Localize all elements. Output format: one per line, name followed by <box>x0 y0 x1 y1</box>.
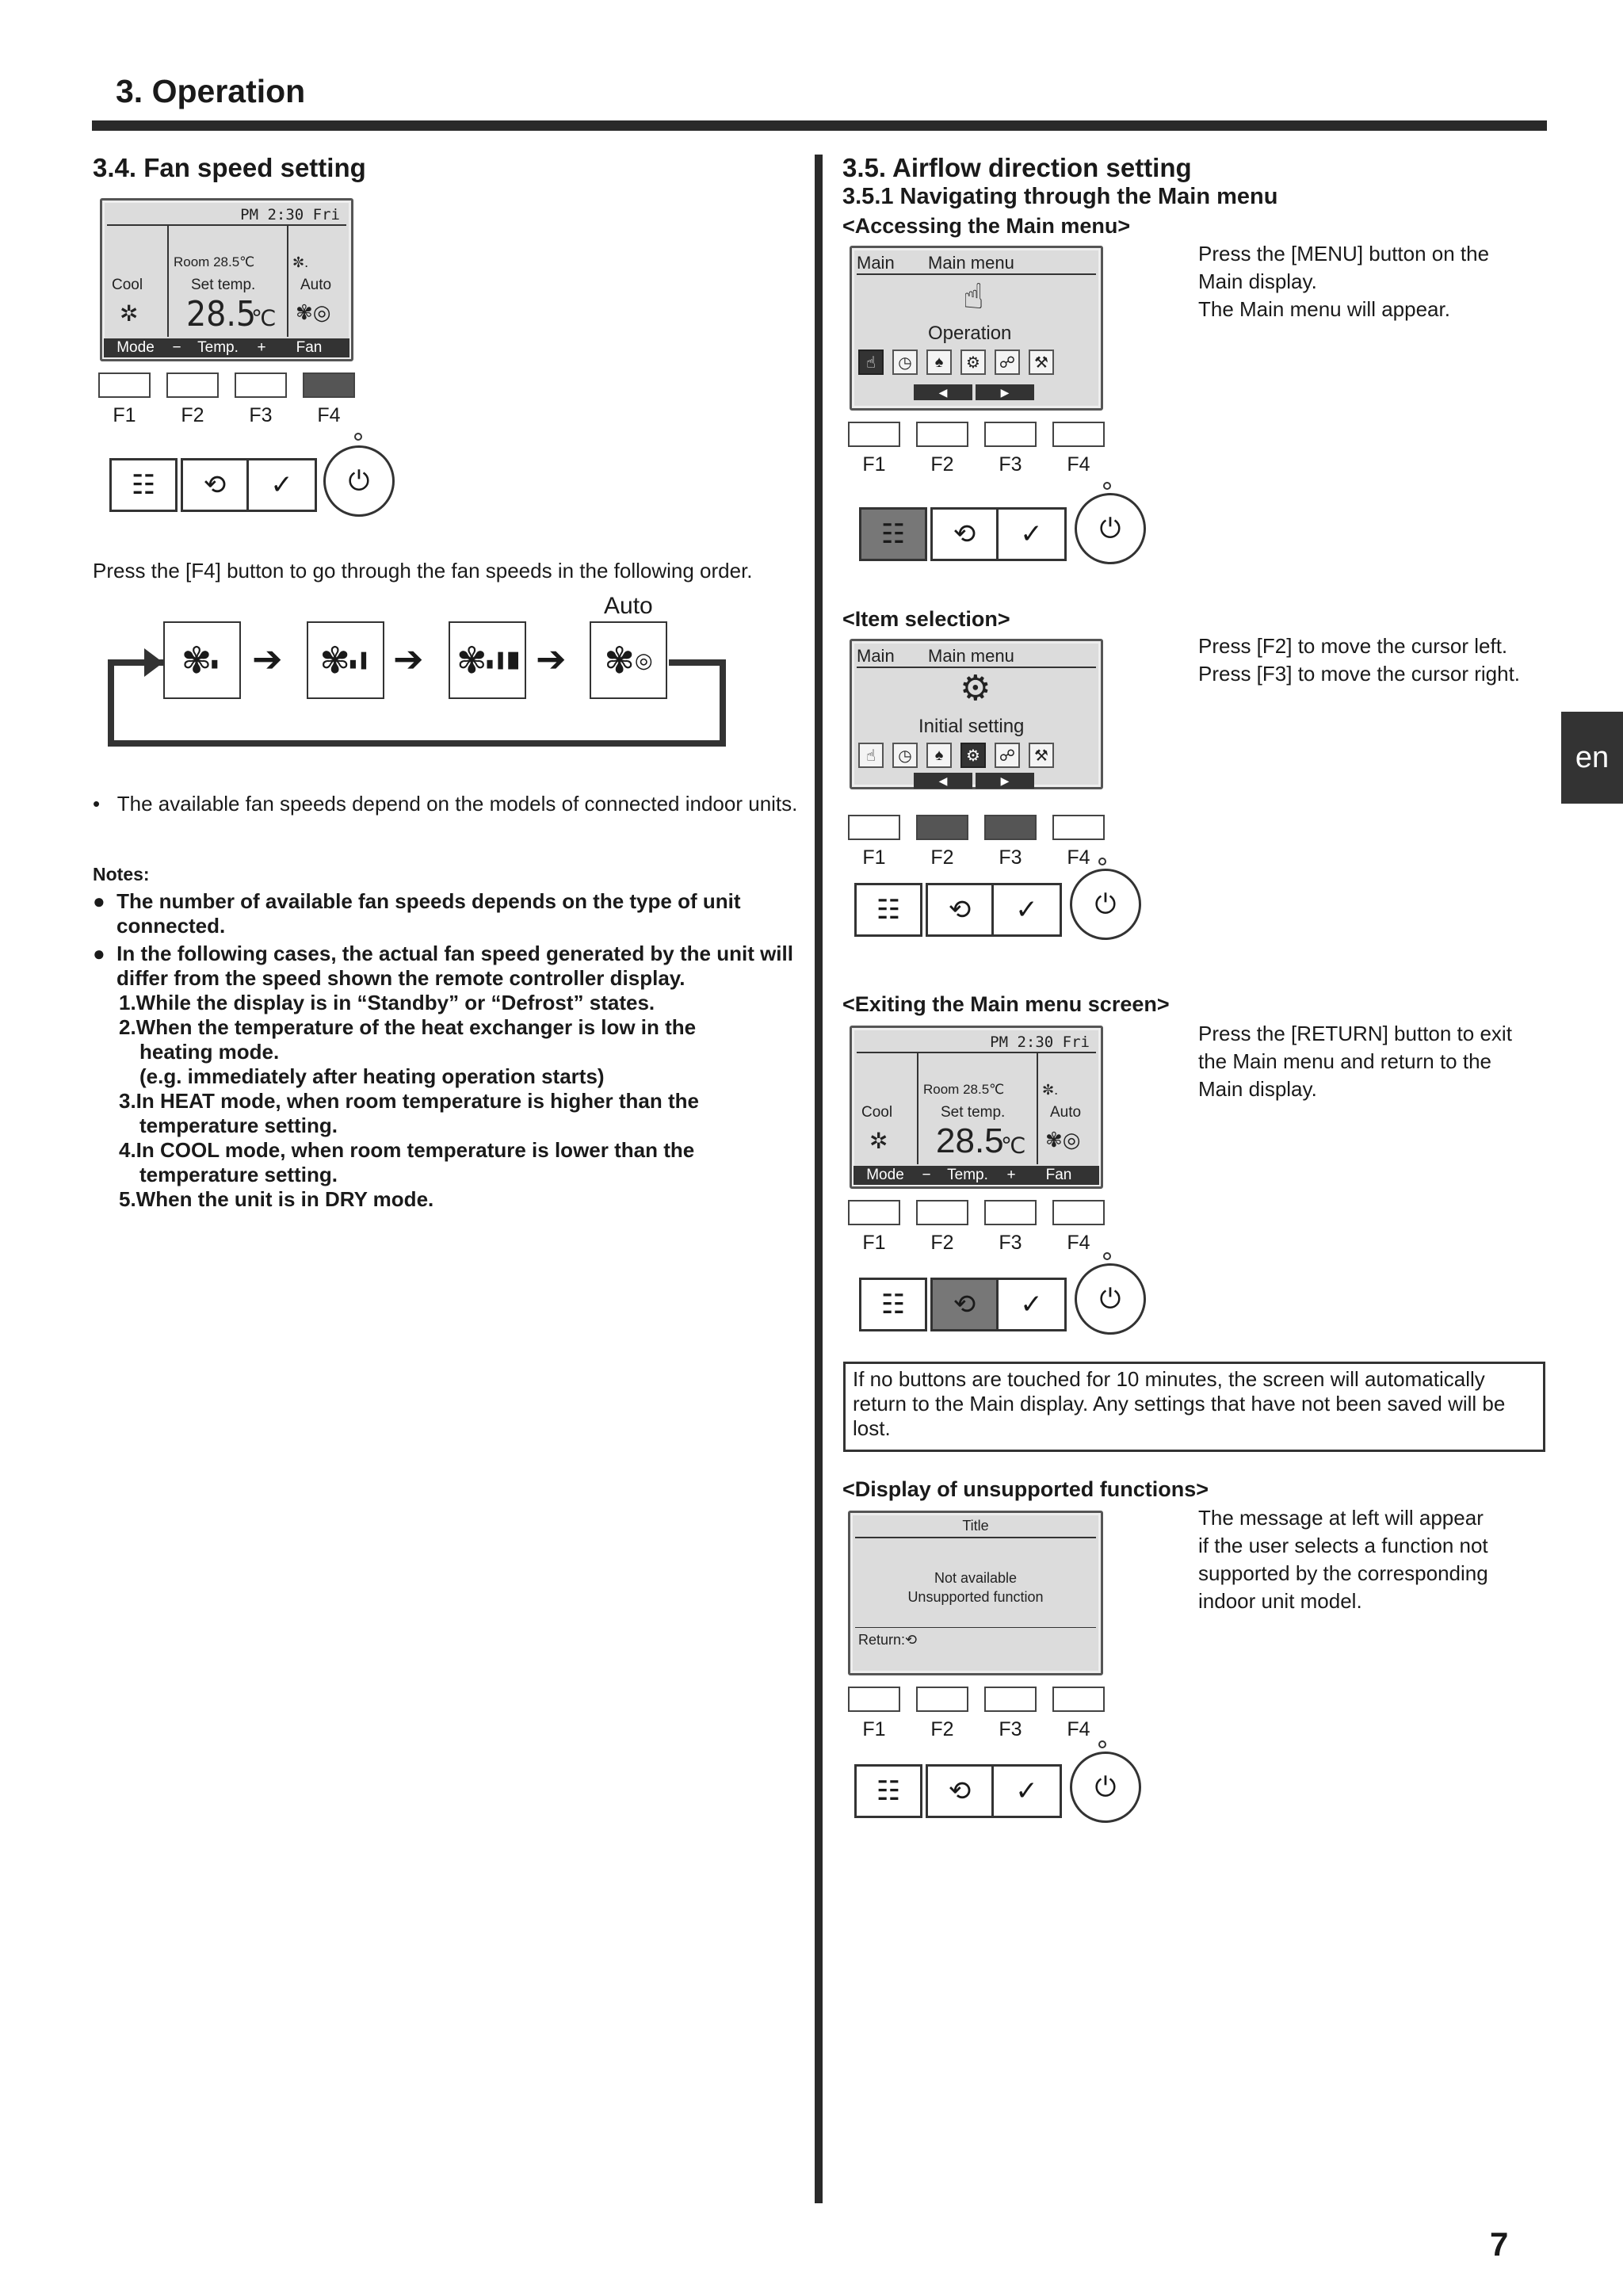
menu-nav-arrows <box>914 773 1034 789</box>
fan-speed-1-icon: ✾ ▖ <box>163 621 241 699</box>
f4-label: F4 <box>1067 453 1090 476</box>
f3-button[interactable] <box>984 815 1037 840</box>
arrow-icon: ➔ <box>252 638 283 679</box>
lcd-bar-temp: Temp. <box>197 339 239 356</box>
f2-label: F2 <box>930 453 954 476</box>
f3-button[interactable] <box>235 372 287 398</box>
loop-line <box>108 659 114 747</box>
lcd-bar-plus: + <box>1006 1167 1016 1183</box>
right-arrow-icon: ▶ <box>976 384 1034 400</box>
power-led <box>1098 858 1106 865</box>
loop-arrowhead <box>144 648 163 677</box>
timer-icon: ◷ <box>892 350 918 375</box>
f3-label: F3 <box>999 846 1022 869</box>
f4-button[interactable] <box>303 372 355 398</box>
page-number: 7 <box>1490 2225 1509 2263</box>
return-button[interactable]: ⟲ <box>181 458 249 512</box>
gear-icon: ⚙ <box>960 669 991 708</box>
f2-label: F2 <box>930 1718 954 1740</box>
column-divider <box>815 155 823 2203</box>
exiting-desc: Press the [RETURN] button to exit the Main menu and return to the Main display. <box>1198 1022 1512 1101</box>
power-button[interactable]: ⏻ <box>1075 1263 1146 1335</box>
f3-button[interactable] <box>984 422 1037 447</box>
lcd-bar-minus: − <box>172 339 181 356</box>
menu-button[interactable]: ☷ <box>854 883 922 937</box>
power-button[interactable]: ⏻ <box>1070 869 1141 940</box>
fan-speed-heading: 3.4. Fan speed setting <box>93 153 366 182</box>
lcd-main-display <box>100 198 353 361</box>
accessing-desc: Press the [MENU] button on the Main display. The Main menu will appear. <box>1198 242 1490 321</box>
f1-button[interactable] <box>848 422 900 447</box>
f1-label: F1 <box>862 1718 886 1740</box>
f4-button[interactable] <box>1052 1200 1105 1225</box>
lcd-title: Title <box>962 1518 989 1534</box>
lcd-bar-mode: Mode <box>866 1167 904 1183</box>
f1-label: F1 <box>862 1232 886 1254</box>
menu-button[interactable]: ☷ <box>854 1764 922 1818</box>
lcd-bottom-bar <box>854 1166 1099 1185</box>
note-1: ● The number of available fan speeds depends on the type of unit connected. <box>93 889 741 938</box>
fan-icon: ✾◎ <box>296 300 331 324</box>
lcd-fan-setting: Auto <box>1050 1104 1082 1121</box>
f3-label: F3 <box>999 1718 1022 1740</box>
select-button[interactable]: ✓ <box>999 1278 1067 1331</box>
function-keys <box>848 422 1105 476</box>
f4-button[interactable] <box>1052 815 1105 840</box>
lcd-unsupported <box>848 1511 1103 1675</box>
lcd-mode: Cool <box>861 1104 893 1121</box>
left-arrow-icon: ◀ <box>914 384 972 400</box>
return-button[interactable]: ⟲ <box>926 883 994 937</box>
f2-label: F2 <box>930 846 954 869</box>
fan-speed-auto-icon: ✾ ◎ <box>590 621 667 699</box>
exiting-title: <Exiting the Main menu screen> <box>842 992 1170 1016</box>
function-keys <box>848 1687 1105 1741</box>
return-button[interactable]: ⟲ <box>930 507 999 561</box>
case-3: 3.In HEAT mode, when room temperature is higher than the temperature setting. <box>119 1089 699 1137</box>
page-title: 3. Operation <box>116 73 306 109</box>
control-buttons <box>854 1764 1062 1818</box>
f1-button[interactable] <box>98 372 151 398</box>
f3-button[interactable] <box>984 1687 1037 1712</box>
lcd-main-label: Main <box>857 646 895 666</box>
lcd-bar-temp: Temp. <box>947 1167 988 1183</box>
control-buttons <box>854 883 1062 937</box>
return-button[interactable]: ⟲ <box>926 1764 994 1818</box>
fan-bullet: • The available fan speeds depend on the models of connected indoor units. <box>93 792 798 816</box>
left-arrow-icon: ◀ <box>914 773 972 789</box>
timeout-info-box: If no buttons are touched for 10 minutes, the screen will automatically return to the Main display. Any settings that have not been saved will be lost. <box>843 1362 1545 1452</box>
function-keys <box>848 1200 1105 1255</box>
lcd-item-label: Operation <box>928 323 1012 344</box>
lcd-initial-setting <box>850 639 1103 789</box>
lcd-temp-unit: ℃ <box>1001 1133 1026 1158</box>
power-led <box>1103 1252 1111 1260</box>
f1-button[interactable] <box>848 1200 900 1225</box>
function-keys <box>98 372 355 427</box>
unsupported-desc: The message at left will appear if the user selects a function not supported by the corresponding indoor unit model. <box>1198 1506 1488 1613</box>
select-button[interactable]: ✓ <box>994 883 1062 937</box>
lcd-main-display <box>850 1026 1103 1189</box>
lcd-mode: Cool <box>112 277 143 293</box>
f1-button[interactable] <box>848 815 900 840</box>
f2-button[interactable] <box>916 1687 968 1712</box>
case-4: 4.In COOL mode, when room temperature is lower than the temperature setting. <box>119 1138 695 1186</box>
lcd-not-available: Not available <box>934 1570 1018 1586</box>
service-icon: ⚒ <box>1029 350 1054 375</box>
f4-label: F4 <box>1067 846 1090 869</box>
timer-icon: ◷ <box>892 743 918 768</box>
service-icon: ⚒ <box>1029 743 1054 768</box>
fan-icon: ✾◎ <box>1045 1128 1081 1152</box>
function-keys <box>848 815 1105 869</box>
f1-button[interactable] <box>848 1687 900 1712</box>
f4-label: F4 <box>317 404 341 426</box>
loop-line <box>669 659 726 666</box>
auto-label: Auto <box>604 593 653 619</box>
menu-button[interactable]: ☷ <box>859 507 927 561</box>
lcd-clock: PM 2:30 Fri <box>240 206 340 223</box>
lcd-set-temp-label: Set temp. <box>191 277 256 293</box>
lcd-temp: 28.5 <box>936 1121 1004 1160</box>
case-2-example: (e.g. immediately after heating operation starts) <box>139 1064 605 1088</box>
power-led <box>354 433 362 441</box>
lcd-set-temp-label: Set temp. <box>941 1104 1006 1121</box>
select-button[interactable]: ✓ <box>999 507 1067 561</box>
language-tab: en <box>1561 712 1623 804</box>
select-button[interactable]: ✓ <box>994 1764 1062 1818</box>
lcd-menu-label: Main menu <box>928 253 1014 273</box>
menu-icons <box>858 743 1054 768</box>
return-button[interactable]: ⟲ <box>930 1278 999 1331</box>
menu-icons <box>858 350 1054 375</box>
lcd-bar-mode: Mode <box>116 339 155 356</box>
item-selection-desc: Press [F2] to move the cursor left. Press [F3] to move the cursor right. <box>1198 634 1521 686</box>
lcd-bar-plus: + <box>257 339 266 356</box>
energy-icon: ♠ <box>926 743 952 768</box>
notes-title: Notes: <box>93 864 150 884</box>
lcd-main-menu <box>850 246 1103 411</box>
lcd-bottom-bar <box>104 338 349 357</box>
f2-button[interactable] <box>916 422 968 447</box>
power-led <box>1098 1740 1106 1748</box>
lcd-fan-icon-small: ✼. <box>292 254 309 270</box>
operation-icon: ☝ <box>858 350 884 375</box>
f1-label: F1 <box>113 404 136 426</box>
f2-label: F2 <box>930 1232 954 1254</box>
f3-label: F3 <box>999 453 1022 476</box>
lcd-unsupported-function: Unsupported function <box>907 1589 1044 1605</box>
lcd-temp: 28.5 <box>186 294 257 334</box>
cool-icon: ✲ <box>869 1129 888 1153</box>
arrow-icon: ➔ <box>536 638 567 679</box>
loop-line <box>720 659 726 747</box>
operation-icon: ☝ <box>858 743 884 768</box>
f2-label: F2 <box>181 404 204 426</box>
f3-label: F3 <box>999 1232 1022 1254</box>
control-buttons <box>109 458 317 512</box>
lcd-main-label: Main <box>857 253 895 273</box>
f1-label: F1 <box>862 846 886 869</box>
lcd-temp-unit: ℃ <box>251 306 277 330</box>
power-button[interactable]: ⏻ <box>1070 1752 1141 1823</box>
arrow-icon: ➔ <box>393 638 424 679</box>
menu-button[interactable]: ☷ <box>109 458 178 512</box>
fan-speed-2-icon: ✾ ▖▌ <box>307 621 384 699</box>
note-2: ● In the following cases, the actual fan speed generated by the unit will differ from the speed shown the remote controller display. <box>93 942 793 990</box>
gear-icon: ⚙ <box>960 743 986 768</box>
lcd-fan-setting: Auto <box>300 277 332 293</box>
right-arrow-icon: ▶ <box>976 773 1034 789</box>
navigating-heading: 3.5.1 Navigating through the Main menu <box>842 184 1278 209</box>
maintenance-icon: ☍ <box>995 350 1020 375</box>
menu-button[interactable]: ☷ <box>859 1278 927 1331</box>
f4-button[interactable] <box>1052 1687 1105 1712</box>
airflow-heading: 3.5. Airflow direction setting <box>842 153 1192 182</box>
item-selection-title: <Item selection> <box>842 607 1010 631</box>
title-rule <box>92 120 1547 131</box>
lcd-item-label: Initial setting <box>918 716 1025 737</box>
f3-label: F3 <box>249 404 273 426</box>
control-buttons <box>859 507 1067 561</box>
lcd-menu-label: Main menu <box>928 646 1014 666</box>
lcd-bar-fan: Fan <box>1045 1167 1072 1183</box>
f2-button[interactable] <box>916 1200 968 1225</box>
power-button[interactable]: ⏻ <box>1075 493 1146 564</box>
menu-nav-arrows <box>914 384 1034 400</box>
lcd-clock: PM 2:30 Fri <box>990 1033 1090 1051</box>
power-button[interactable]: ⏻ <box>323 445 395 517</box>
case-2: 2.When the temperature of the heat exchanger is low in the heating mode. <box>119 1015 697 1064</box>
lcd-bar-fan: Fan <box>296 339 323 356</box>
loop-line <box>108 740 726 747</box>
cool-icon: ✲ <box>120 301 139 326</box>
lcd-bar-minus: − <box>922 1167 931 1183</box>
return-icon: ⟲ <box>905 1632 918 1648</box>
hand-icon: ☝ <box>963 277 984 316</box>
power-led <box>1103 482 1111 490</box>
unsupported-title: <Display of unsupported functions> <box>842 1477 1209 1501</box>
case-5: 5.When the unit is in DRY mode. <box>119 1187 434 1211</box>
select-button[interactable]: ✓ <box>249 458 317 512</box>
accessing-title: <Accessing the Main menu> <box>842 214 1131 238</box>
fan-instruction: Press the [F4] button to go through the fan speeds in the following order. <box>93 559 753 583</box>
maintenance-icon: ☍ <box>995 743 1020 768</box>
control-buttons <box>859 1278 1067 1331</box>
lcd-room: Room 28.5℃ <box>174 254 255 269</box>
lcd-room: Room 28.5℃ <box>923 1082 1005 1097</box>
f1-label: F1 <box>862 453 886 476</box>
f4-label: F4 <box>1067 1232 1090 1254</box>
fan-speed-3-icon: ✾ ▖▌█ <box>449 621 526 699</box>
f2-button[interactable] <box>166 372 219 398</box>
lcd-return: Return:⟲ <box>858 1632 918 1648</box>
f4-label: F4 <box>1067 1718 1090 1740</box>
lcd-fan-icon-small: ✼. <box>1042 1082 1059 1098</box>
f3-button[interactable] <box>984 1200 1037 1225</box>
case-1: 1.While the display is in “Standby” or “Defrost” states. <box>119 991 655 1014</box>
energy-icon: ♠ <box>926 350 952 375</box>
gear-icon: ⚙ <box>960 350 986 375</box>
f2-button[interactable] <box>916 815 968 840</box>
f4-button[interactable] <box>1052 422 1105 447</box>
